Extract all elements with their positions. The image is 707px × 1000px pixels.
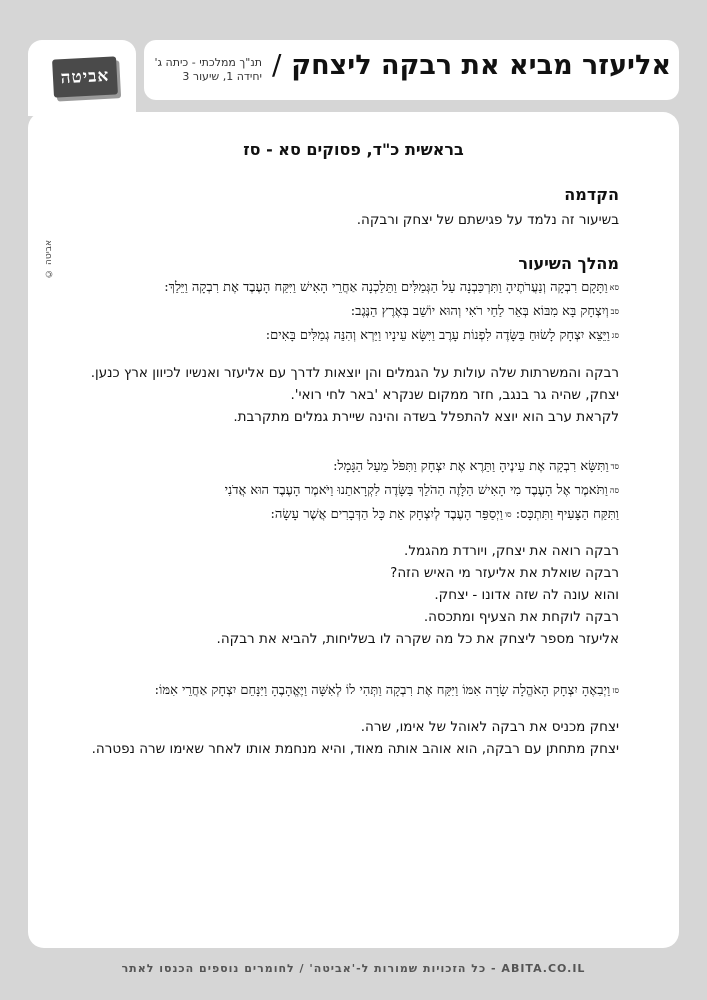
intro-text: בשיעור זה נלמד על פגישתם של יצחק ורבקה. bbox=[356, 212, 619, 228]
verse-61 bbox=[164, 277, 619, 298]
explanation-line: אליעזר מספר ליצחק את כל מה שקרה לו בשליחות, להביא את רבקה. bbox=[216, 631, 619, 647]
explanation-line: לקראת ערב הוא יוצא להתפלל בשדה והינה שיירת גמלים מתקרבת. bbox=[233, 409, 619, 425]
explanation-2 bbox=[217, 540, 619, 650]
explanation-3 bbox=[92, 716, 619, 760]
explanation-line: והוא עונה לה שזה אדונו - יצחק. bbox=[434, 587, 619, 603]
verse-number: סא bbox=[609, 283, 619, 292]
lesson-heading: מהלך השיעור bbox=[518, 254, 619, 273]
logo-text: אביטה bbox=[60, 65, 110, 89]
verse-text: וְיִצְחָק בָּא מִבּוֹא בְּאֵר לַחַי רֹאִי וְהוּא יוֹשֵׁב בְּאֶרֶץ הַנֶּגֶב: bbox=[350, 304, 609, 319]
verse-65-66 bbox=[271, 504, 619, 525]
explanation-line: רבקה והמשרתות שלה עולות על הגמלים והן יוצאות לדרך עם אליעזר ואנשיו לכיוון ארץ כנען. bbox=[90, 365, 619, 381]
verse-text: וַיֵּצֵא יִצְחָק לָשׂוּחַ בַּשָּׂדֶה לִפְנוֹת עָרֶב וַיִּשָּׂא עֵינָיו וַיַּרְא וְהִנֵּה גְמַלִּים בָּאִים: bbox=[265, 328, 610, 343]
verse-67 bbox=[155, 680, 619, 701]
lesson-meta bbox=[150, 56, 262, 84]
verse-62 bbox=[351, 301, 619, 322]
verse-number: סג bbox=[611, 331, 619, 340]
explanation-line: יצחק מכניס את רבקה לאוהל של אימו, שרה. bbox=[360, 719, 619, 735]
explanation-line: יצחק, שהיה גר בנגב, חזר ממקום שנקרא 'באר לחי רואי'. bbox=[290, 387, 619, 403]
verse-64 bbox=[333, 456, 619, 477]
side-copyright: © אביטה bbox=[44, 240, 54, 278]
page-title: אליעזר מביא את רבקה ליצחק bbox=[291, 50, 671, 81]
verse-text: וַתִּשָּׂא רִבְקָה אֶת עֵינֶיהָ וַתֵּרֶא אֶת יִצְחָק וַתִּפֹּל מֵעַל הַגָּמָל: bbox=[333, 459, 609, 474]
title-separator: / bbox=[272, 48, 282, 81]
verse-65 bbox=[225, 480, 619, 501]
verse-text: וַיְסַפֵּר הָעֶבֶד לְיִצְחָק אֵת כָּל הַדְּבָרִים אֲשֶׁר עָשָׂה: bbox=[270, 507, 503, 522]
unit-label: יחידה 1, שיעור 3 bbox=[182, 70, 262, 83]
scripture-reference: בראשית כ"ד, פסוקים סא - סז bbox=[243, 140, 464, 159]
abita-logo bbox=[52, 56, 118, 97]
explanation-1 bbox=[91, 362, 619, 428]
verse-text: וַתִּקַּח הַצָּעִיף וַתִּתְכָּס: bbox=[515, 507, 619, 522]
verse-text: וַתָּקָם רִבְקָה וְנַעֲרֹתֶיהָ וַתִּרְכַּבְנָה עַל הַגְּמַלִּים וַתֵּלַכְנָה אַחֲרֵי הָאִישׁ וַיִּקַּח הָעֶבֶד אֶת רִבְקָה וַיֵּלַךְ: bbox=[164, 280, 608, 295]
intro-heading: הקדמה bbox=[564, 185, 619, 204]
verse-number: סז bbox=[612, 686, 619, 695]
footer-copyright: כל הזכויות שמורות ל-'אביטה' / לחומרים נוספים הכנסו לאתר - ABITA.CO.IL bbox=[121, 962, 586, 975]
page-sheet bbox=[28, 112, 679, 948]
verse-number: סו bbox=[504, 510, 512, 519]
explanation-line: יצחק מתחתן עם רבקה, הוא אוהב אותה מאוד, והיא מנחמת אותו לאחר שאימו שרה נפטרה. bbox=[91, 741, 619, 757]
verse-text: וַיְבִאֶהָ יִצְחָק הָאֹהֱלָה שָׂרָה אִמּוֹ וַיִּקַּח אֶת רִבְקָה וַתְּהִי לוֹ לְאִשָּׁה וַיֶּאֱהָבֶהָ וַיִּנָּחֵם יִצְחָק אַחֲרֵי אִמּוֹ: bbox=[154, 683, 611, 698]
verse-text: וַתֹּאמֶר אֶל הָעֶבֶד מִי הָאִישׁ הַלָּזֶה הַהֹלֵךְ בַּשָּׂדֶה לִקְרָאתֵנוּ וַיֹּאמֶר הָעֶבֶד הוּא אֲדֹנִי bbox=[224, 483, 608, 498]
verse-63 bbox=[266, 325, 619, 346]
verse-number: סד bbox=[610, 462, 619, 471]
verse-number: סב bbox=[610, 307, 619, 316]
explanation-line: רבקה רואה את יצחק, ויורדת מהגמל. bbox=[404, 543, 619, 559]
subject-label: תנ"ך ממלכתי - כיתה ג' bbox=[154, 56, 262, 69]
verse-number: סה bbox=[609, 486, 619, 495]
explanation-line: רבקה לוקחת את הצעיף ומתכסה. bbox=[423, 609, 619, 625]
explanation-line: רבקה שואלת את אליעזר מי האיש הזה? bbox=[390, 565, 619, 581]
